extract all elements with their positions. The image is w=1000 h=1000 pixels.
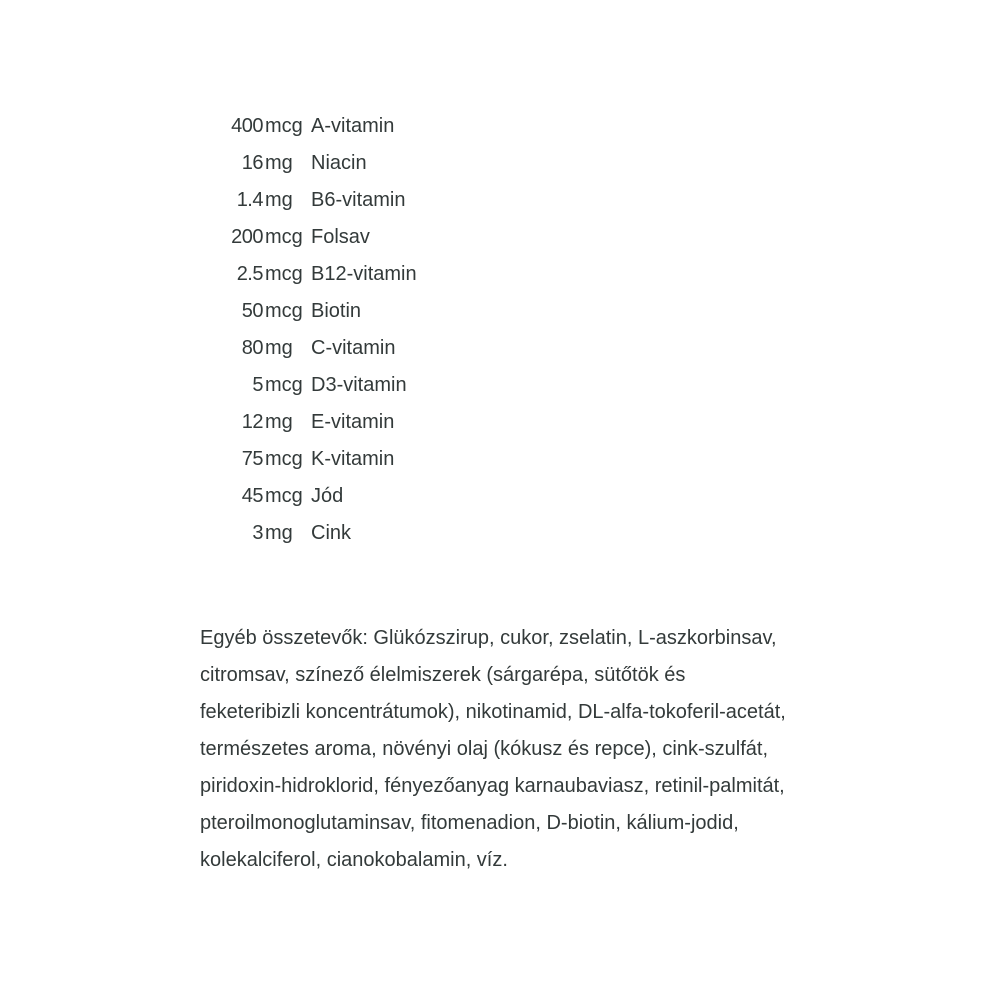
nutrient-row xyxy=(200,182,520,219)
nutrient-row xyxy=(200,515,520,552)
nutrient-amount: 80 xyxy=(241,337,263,359)
nutrient-unit: mcg xyxy=(265,374,303,396)
nutrient-amount: 50 xyxy=(241,300,263,322)
nutrient-name: Jód xyxy=(311,485,344,507)
nutrient-name: D3-vitamin xyxy=(311,374,407,396)
nutrient-name: Cink xyxy=(311,522,352,544)
nutrient-amount: 3 xyxy=(252,522,263,544)
nutrient-amount: 45 xyxy=(241,485,263,507)
nutrient-name: B12-vitamin xyxy=(311,263,417,285)
ingredients-text: Egyéb összetevők: Glükózszirup, cukor, zselatin, L-aszkorbinsav, citromsav, színező élelmiszerek (sárgarépa, sütőtök és feketeribizli koncentrátumok), nikotinamid, DL-alfa-tokoferil-acetát, természetes aroma, növényi olaj (kókusz és repce), cink-szulfát, piridoxin-hidroklorid, fényezőanyag karnaubaviasz, retinil-palmitát, pteroilmonoglutaminsav, fitomenadion, D-biotin, kálium-jodid, kolekalciferol, cianokobalamin, víz. xyxy=(200,627,786,871)
nutrient-amount: 16 xyxy=(241,152,263,174)
nutrient-amount: 12 xyxy=(241,411,263,433)
nutrient-name: Niacin xyxy=(311,152,367,174)
nutrient-unit: mcg xyxy=(265,300,303,322)
nutrient-unit: mg xyxy=(265,411,293,433)
nutrient-amount: 400 xyxy=(231,115,263,137)
nutrient-amount: 5 xyxy=(252,374,263,396)
nutrient-name: Biotin xyxy=(311,300,362,322)
nutrient-row xyxy=(200,256,520,293)
nutrient-row xyxy=(200,404,520,441)
nutrient-table xyxy=(200,108,520,552)
nutrient-amount: 2.5 xyxy=(236,263,263,285)
nutrient-name: Folsav xyxy=(311,226,370,248)
nutrient-row xyxy=(200,293,520,330)
nutrient-row xyxy=(200,219,520,256)
nutrient-name: B6-vitamin xyxy=(311,189,406,211)
nutrient-row xyxy=(200,145,520,182)
nutrient-unit: mg xyxy=(265,152,293,174)
nutrient-unit: mcg xyxy=(265,448,303,470)
nutrient-unit: mcg xyxy=(265,485,303,507)
nutrient-row xyxy=(200,108,520,145)
nutrient-unit: mcg xyxy=(265,226,303,248)
nutrient-name: E-vitamin xyxy=(311,411,395,433)
nutrient-row xyxy=(200,478,520,515)
nutrient-unit: mg xyxy=(265,337,293,359)
nutrient-name: A-vitamin xyxy=(311,115,395,137)
nutrient-row xyxy=(200,441,520,478)
nutrient-name: K-vitamin xyxy=(311,448,395,470)
nutrient-unit: mcg xyxy=(265,115,303,137)
nutrient-unit: mg xyxy=(265,522,293,544)
nutrient-unit: mg xyxy=(265,189,293,211)
nutrient-name: C-vitamin xyxy=(311,337,396,359)
nutrient-amount: 1.4 xyxy=(236,189,263,211)
nutrient-amount: 75 xyxy=(241,448,263,470)
nutrient-row xyxy=(200,330,520,367)
nutrient-unit: mcg xyxy=(265,263,303,285)
nutrient-amount: 200 xyxy=(231,226,263,248)
nutrient-row xyxy=(200,367,520,404)
